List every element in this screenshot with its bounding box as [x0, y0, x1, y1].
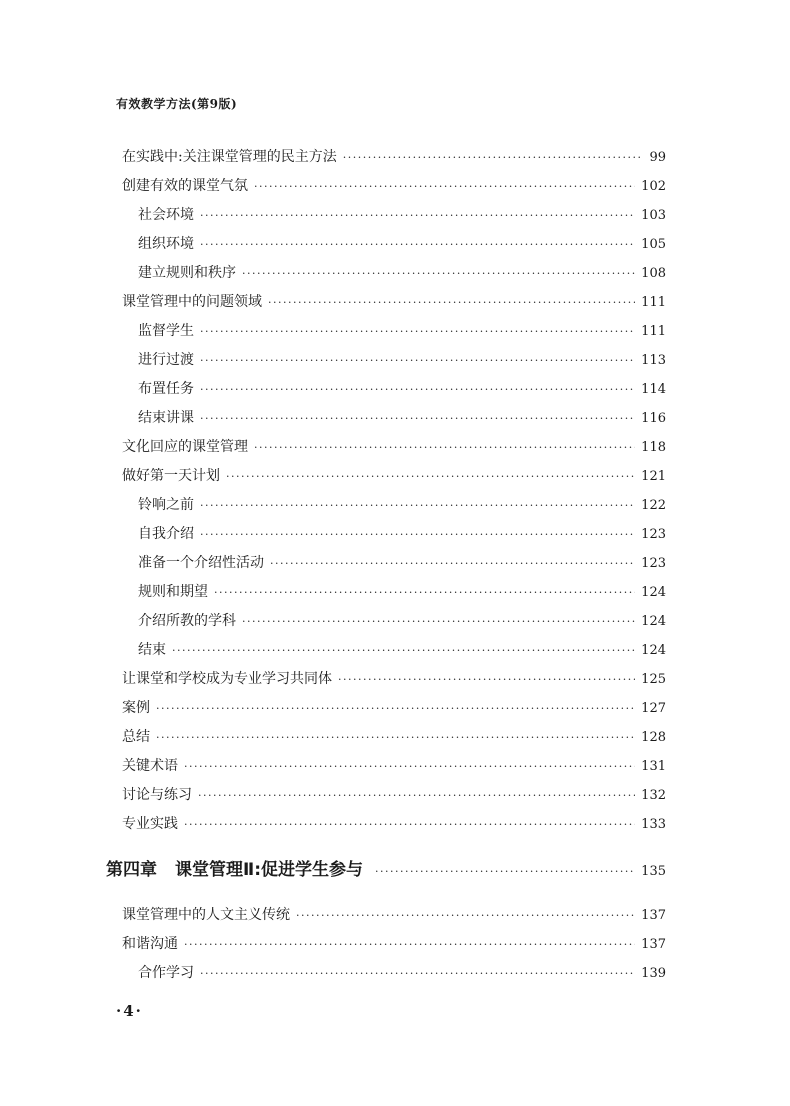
- toc-entry-page: 108: [641, 266, 666, 281]
- toc-leader: [156, 729, 635, 747]
- toc-entry-page: 103: [641, 208, 666, 223]
- toc-entry-page: 131: [641, 759, 666, 774]
- toc-entry-title: 准备一个介绍性活动: [138, 555, 264, 571]
- toc-entry[interactable]: [138, 351, 666, 370]
- toc-entry-page: 123: [641, 527, 666, 542]
- toc-entry-title: 规则和期望: [138, 584, 208, 600]
- toc-leader: [343, 149, 644, 167]
- toc-leader: [200, 410, 635, 428]
- toc-leader: [156, 700, 635, 718]
- chapter-page: 135: [641, 864, 666, 879]
- toc-entry[interactable]: [122, 786, 666, 805]
- toc-entry-page: 137: [641, 937, 666, 952]
- toc-entry-title: 铃响之前: [138, 497, 194, 513]
- toc-entry[interactable]: [122, 148, 666, 167]
- toc-entry-title: 组织环境: [138, 236, 194, 252]
- chapter-heading: [106, 861, 375, 879]
- toc-leader: [270, 555, 635, 573]
- page-number: ·4·: [116, 1002, 143, 1020]
- toc-entry[interactable]: [138, 322, 666, 341]
- toc-entry-title: 介绍所教的学科: [138, 613, 236, 629]
- toc-entry-page: 127: [641, 701, 666, 716]
- toc-entry[interactable]: [122, 757, 666, 776]
- toc-entry[interactable]: [122, 906, 666, 925]
- toc-leader: [254, 439, 635, 457]
- toc-entry[interactable]: [138, 206, 666, 225]
- toc-entry[interactable]: [138, 964, 666, 983]
- toc-entry-title: 做好第一天计划: [122, 468, 220, 484]
- toc-leader: [200, 323, 635, 341]
- toc-entry[interactable]: [122, 815, 666, 834]
- toc-entry[interactable]: [122, 699, 666, 718]
- toc-entry-page: 125: [641, 672, 666, 687]
- toc-entry-title: 合作学习: [138, 965, 194, 981]
- toc-entry[interactable]: [138, 496, 666, 515]
- toc-leader: [184, 758, 635, 776]
- toc-entry-page: 111: [641, 324, 666, 339]
- toc-leader: [200, 207, 635, 225]
- toc-entry-title: 监督学生: [138, 323, 194, 339]
- toc-leader: [226, 468, 635, 486]
- toc-entry-page: 122: [641, 498, 666, 513]
- toc-leader: [254, 178, 635, 196]
- toc-entry-page: 124: [641, 614, 666, 629]
- toc-entry-title: 案例: [122, 700, 150, 716]
- toc-entry-page: 133: [641, 817, 666, 832]
- toc-entry[interactable]: [122, 293, 666, 312]
- toc-leader: [200, 497, 635, 515]
- toc-leader: [200, 381, 635, 399]
- toc-leader: [296, 907, 635, 925]
- toc-entry[interactable]: [122, 670, 666, 689]
- toc-entry-page: 114: [641, 382, 666, 397]
- toc-entry-page: 124: [641, 643, 666, 658]
- chapter-number: 第四章: [106, 860, 157, 880]
- toc-entry-title: 社会环境: [138, 207, 194, 223]
- toc-chapter-entry[interactable]: [106, 861, 666, 881]
- toc-entry-page: 121: [641, 469, 666, 484]
- toc-entry-page: 132: [641, 788, 666, 803]
- toc-entry-title: 专业实践: [122, 816, 178, 832]
- toc-leader: [338, 671, 635, 689]
- toc-entry-title: 布置任务: [138, 381, 194, 397]
- toc-entry-page: 102: [641, 179, 666, 194]
- toc-entry-title: 在实践中:关注课堂管理的民主方法: [122, 149, 337, 165]
- toc-entry[interactable]: [122, 438, 666, 457]
- toc-entry[interactable]: [138, 583, 666, 602]
- toc-leader: [268, 294, 635, 312]
- toc-entry[interactable]: [138, 235, 666, 254]
- toc-entry[interactable]: [138, 554, 666, 573]
- toc-entry[interactable]: [138, 409, 666, 428]
- toc-entry-title: 创建有效的课堂气氛: [122, 178, 248, 194]
- toc-entry[interactable]: [122, 728, 666, 747]
- toc-entry-page: 123: [641, 556, 666, 571]
- toc-leader: [184, 936, 635, 954]
- toc-entry[interactable]: [122, 467, 666, 486]
- toc-entry-page: 113: [641, 353, 666, 368]
- toc-entry-title: 文化回应的课堂管理: [122, 439, 248, 455]
- toc-entry[interactable]: [138, 380, 666, 399]
- toc-entry-page: 99: [649, 150, 666, 165]
- toc-entry-title: 课堂管理中的人文主义传统: [122, 907, 290, 923]
- chapter-title: 课堂管理Ⅱ:促进学生参与: [175, 860, 363, 880]
- toc-leader: [200, 236, 635, 254]
- toc-entry-title: 进行过渡: [138, 352, 194, 368]
- toc-leader: [242, 265, 635, 283]
- toc-entry-page: 116: [641, 411, 666, 426]
- toc-leader: [172, 642, 635, 660]
- toc-entry-title: 让课堂和学校成为专业学习共同体: [122, 671, 332, 687]
- toc-entry-title: 总结: [122, 729, 150, 745]
- toc-leader: [242, 613, 635, 631]
- toc-leader: [200, 526, 635, 544]
- toc-leader: [214, 584, 635, 602]
- toc-entry-page: 137: [641, 908, 666, 923]
- toc-entry-title: 结束: [138, 642, 166, 658]
- toc-leader: [198, 787, 635, 805]
- toc-leader: [200, 965, 635, 983]
- toc-entry-page: 139: [641, 966, 666, 981]
- toc-entry-title: 自我介绍: [138, 526, 194, 542]
- toc-entry-title: 结束讲课: [138, 410, 194, 426]
- toc-entry-page: 111: [641, 295, 666, 310]
- running-header: 有效教学方法(第9版): [116, 97, 238, 111]
- toc-entry-title: 建立规则和秩序: [138, 265, 236, 281]
- toc-leader: [375, 863, 635, 881]
- toc-leader: [200, 352, 635, 370]
- toc-entry[interactable]: [122, 935, 666, 954]
- toc-entry-page: 128: [641, 730, 666, 745]
- toc-entry[interactable]: [138, 641, 666, 660]
- toc-entry[interactable]: [122, 177, 666, 196]
- toc-leader: [184, 816, 635, 834]
- toc-entry-title: 讨论与练习: [122, 787, 192, 803]
- toc-entry-page: 124: [641, 585, 666, 600]
- toc-entry[interactable]: [138, 612, 666, 631]
- toc-entry-title: 关键术语: [122, 758, 178, 774]
- toc-entry[interactable]: [138, 264, 666, 283]
- toc-entry-page: 118: [641, 440, 666, 455]
- toc-entry-page: 105: [641, 237, 666, 252]
- toc-entry[interactable]: [138, 525, 666, 544]
- toc-entry-title: 课堂管理中的问题领域: [122, 294, 262, 310]
- toc-entry-title: 和谐沟通: [122, 936, 178, 952]
